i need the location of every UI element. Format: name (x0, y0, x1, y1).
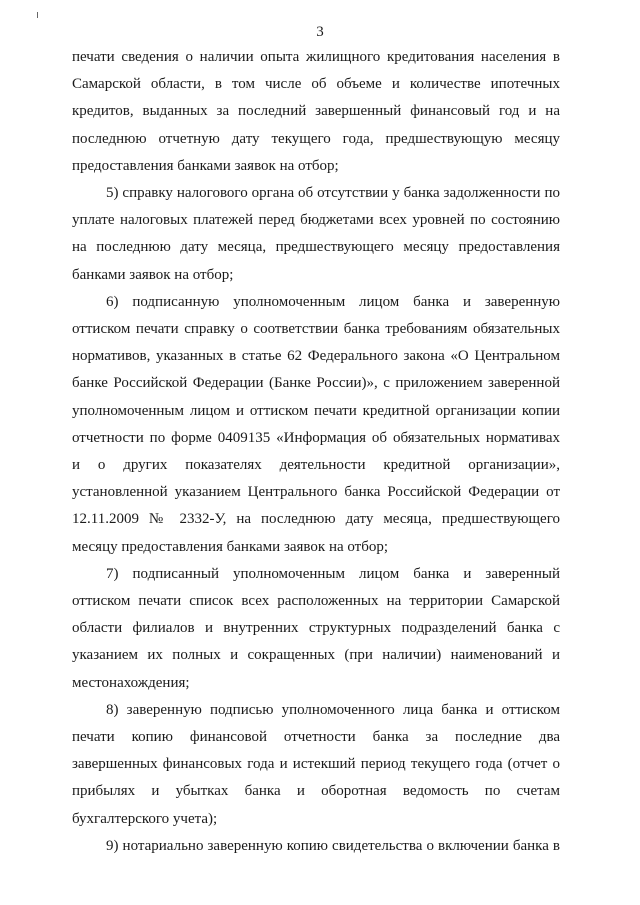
text-line: Самарской области, в том числе об объеме и количестве ипотечных (72, 76, 560, 93)
paragraph-first-line: 9) нотариально заверенную копию свидетельства о включении банка в (106, 837, 560, 854)
text-line: на последнюю дату месяца, предшествующего месяцу предоставления (72, 239, 560, 256)
text-line: указанием их полных и сокращенных (при наличии) наименований и (72, 647, 560, 664)
text-line: печати сведения о наличии опыта жилищного кредитования населения в (72, 49, 560, 65)
text-line: нормативов, указанных в статье 62 Федерального закона «О Центральном (72, 348, 560, 365)
text-line: печати копию финансовой отчетности банка за последние два (72, 729, 560, 746)
text-line: установленной указанием Центрального банка Российской Федерации от (72, 484, 560, 501)
paragraph-first-line: 6) подписанную уполномоченным лицом банка и заверенную (106, 293, 560, 310)
text-line: и о других показателях деятельности кредитной организации», (72, 457, 560, 474)
text-line: месяцу предоставления банками заявок на отбор; (72, 538, 389, 555)
text-line: отчетности по форме 0409135 «Информация об обязательных нормативах (72, 429, 560, 446)
text-line: местонахождения; (72, 674, 190, 691)
text-line: банками заявок на отбор; (72, 266, 234, 283)
text-line: кредитов, выданных за последний завершенный финансовый год и на (72, 103, 560, 120)
text-line: области филиалов и внутренних структурных подразделений банка с (72, 620, 560, 637)
text-line: оттиском печати список всех расположенных на территории Самарской (72, 593, 560, 610)
text-line: бухгалтерского учета); (72, 810, 218, 827)
text-line: уполномоченным лицом и оттиском печати кредитной организации копии (72, 402, 560, 419)
page-number: 3 (316, 24, 324, 40)
text-line: предоставления банками заявок на отбор; (72, 157, 339, 174)
text-line: оттиском печати справку о соответствии банка требованиям обязательных (72, 321, 560, 338)
text-line: уплате налоговых платежей перед бюджетами всех уровней по состоянию (72, 212, 560, 229)
scan-mark (37, 12, 38, 18)
paragraph-first-line: 5) справку налогового органа об отсутствии у банка задолженности по (106, 185, 560, 202)
body-text (72, 44, 560, 860)
text-line: завершенных финансовых года и истекший период текущего года (отчет о (72, 756, 560, 773)
paragraph-first-line: 8) заверенную подписью уполномоченного лица банка и оттиском (106, 701, 560, 718)
text-line: последнюю отчетную дату текущего года, предшествующую месяцу (72, 130, 560, 147)
text-line: банке Российской Федерации (Банке России)», с приложением заверенной (72, 375, 560, 392)
paragraph-first-line: 7) подписанный уполномоченным лицом банка и заверенный (106, 565, 560, 582)
text-line: прибылях и убытках банка и оборотная ведомость по счетам (72, 783, 560, 800)
text-line: 12.11.2009 № 2332-У, на последнюю дату месяца, предшествующего (72, 511, 560, 528)
